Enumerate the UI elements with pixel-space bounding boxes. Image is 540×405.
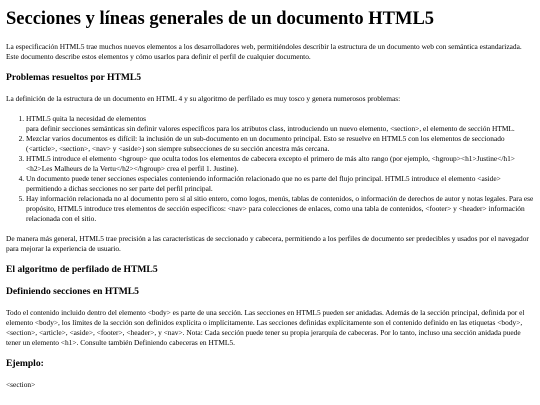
list-item	[26, 114, 534, 134]
list-item-title: Un documento puede tener secciones especiales conteniendo información relacionado que no es parte del flujo principal. HTML5 introduce el elemento <aside> permitiendo a dichas secciones no ser parte del perfil principal.	[26, 174, 501, 193]
list-item-title: HTML5 introduce el elemento <hgroup> que oculta todos los elementos de cabecera excepto el primero de más alto rango (por ejemplo, <hgroup><h1>Justine</h1><h2>Les Malheurs de la Vertu</h2></hgroup> crea el perfil 1. Justine).	[26, 154, 515, 173]
list-item-title: Mezclar varios documentos es difícil: la inclusión de un sub-documento en un documento principal. Esto se resuelve en HTML5 con los elementos de seccionado (<article>, <section>, <nav> y <aside>) son siempre subsecciones de su sección ancestra más cercana.	[26, 134, 505, 153]
problems-lead: La definición de la estructura de un documento en HTML 4 y su algoritmo de perfilado es muy tosco y genera numerosos problemas:	[6, 94, 401, 103]
page-title: Secciones y líneas generales de un documento HTML5	[6, 9, 435, 29]
problems-closing: De manera más general, HTML5 trae precisión a las características de seccionado y cabecera, permitiendo a los perfiles de documento ser predecibles y usados por el navegador para mejorar la experiencia de usuario.	[6, 234, 529, 253]
intro-paragraph: La especificación HTML5 trae muchos nuevos elementos a los desarrolladores web, permitiéndoles describir la estructura de un documento web con semántica estandarizada. Este documento describe estos elementos y cómo usarlos para definir el perfil de cualquier documento.	[6, 42, 522, 61]
list-item-title: HTML5 quita la necesidad de elementos	[26, 114, 147, 123]
example-heading: Ejemplo:	[6, 358, 44, 369]
list-item-title: Hay información relacionada no al documento pero sí al sitio entero, como logos, menús, tablas de contenidos, o información de derechos de autor y notas legales. Para ese propósito, HTML5 introduce tres elementos de sección específicos: <nav> para colecciones de enlaces, como una tabla de contenidos, <footer> y <header> información relacionada con el sitio.	[26, 194, 534, 223]
problems-list	[6, 114, 534, 224]
algorithm-heading: El algoritmo de perfilado de HTML5	[6, 264, 158, 275]
example-code: <section>	[6, 380, 36, 389]
list-item	[26, 194, 534, 224]
algorithm-paragraph: Todo el contenido incluido dentro del elemento <body> es parte de una sección. Las secciones en HTML5 pueden ser anidadas. Además de la sección principal, definida por el elemento <body>, los límites de la sección son definidos explícita o implícitamente. Las secciones definidas explícitamente son el contenido definido en las etiquetas <body>, <section>, <article>, <aside>, <footer>, <header>, y <nav>. Nota: Cada sección puede tener su propia jerarquía de cabeceras. Por lo tanto, incluso una sección anidada puede tener un elemento <h1>. Consulte también Definiendo cabeceras en HTML5.	[6, 308, 525, 347]
list-item	[26, 174, 534, 194]
problems-heading: Problemas resueltos por HTML5	[6, 72, 142, 83]
list-item	[26, 134, 534, 154]
defining-sections-heading: Definiendo secciones en HTML5	[6, 286, 139, 297]
list-item-body: para definir secciones semánticas sin definir valores específicos para los atributos class, introduciendo un nuevo elemento, <section>, el elemento de sección HTML.	[26, 124, 515, 133]
list-item	[26, 154, 534, 174]
